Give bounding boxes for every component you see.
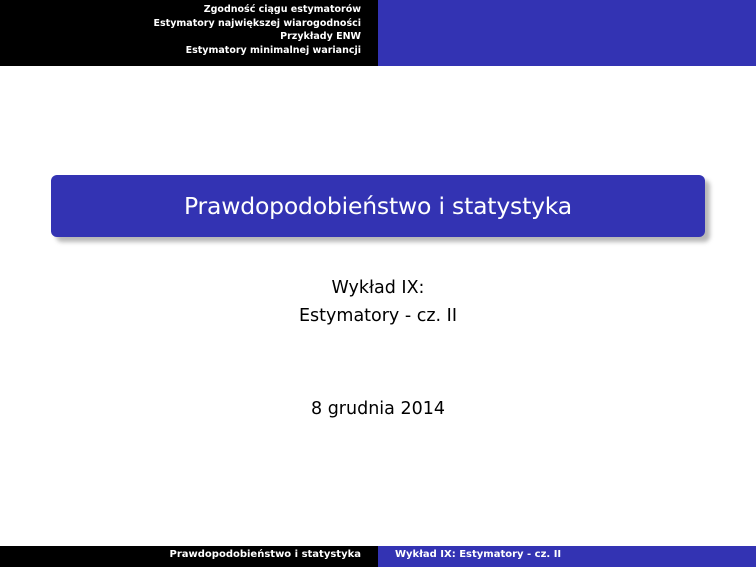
footline-subtitle: Wykład IX: Estymatory - cz. II	[395, 549, 562, 560]
presentation-title: Prawdopodobieństwo i statystyka	[184, 192, 572, 220]
section-link-minimalnej-wariancji[interactable]: Estymatory minimalnej wariancji	[185, 44, 361, 56]
headline-bar	[0, 0, 756, 66]
footline-right	[378, 546, 756, 567]
presentation-date: 8 grudnia 2014	[311, 399, 445, 419]
footline-title: Prawdopodobieństwo i statystyka	[169, 549, 361, 560]
section-link-enw[interactable]: Estymatory największej wiarogodności	[153, 17, 361, 29]
footline-bar	[0, 546, 756, 567]
section-link-zgodnosc[interactable]: Zgodność ciągu estymatorów	[203, 4, 361, 15]
headline-right-panel	[378, 0, 756, 66]
section-navigation	[0, 0, 378, 66]
subtitle-line-1: Wykład IX:	[331, 278, 425, 298]
section-list	[154, 3, 361, 57]
presentation-subtitle	[0, 274, 756, 330]
title-box	[51, 175, 705, 237]
section-link-przyklady[interactable]: Przykłady ENW	[280, 31, 361, 42]
subtitle-line-2: Estymatory - cz. II	[299, 306, 457, 326]
footline-left	[0, 546, 378, 567]
